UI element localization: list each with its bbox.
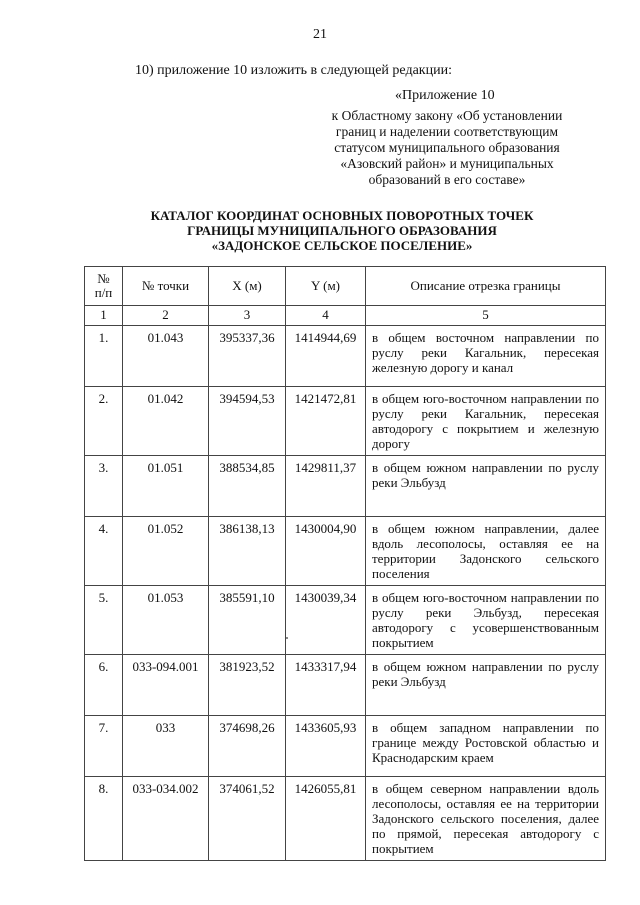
row-index: 2. <box>85 387 123 456</box>
y-coordinate: 1433605,93 <box>286 716 366 777</box>
row-index: 5. <box>85 586 123 655</box>
segment-description: в общем западном направлении по границе между Ростовской областью и Краснодарским краем <box>366 716 606 777</box>
catalog-title-line: ГРАНИЦЫ МУНИЦИПАЛЬНОГО ОБРАЗОВАНИЯ <box>187 223 497 238</box>
x-coordinate: 381923,52 <box>209 655 286 716</box>
segment-description: в общем восточном направлении по руслу реки Кагальник, пересекая железную дорогу и канал <box>366 326 606 387</box>
header-num-line1: № <box>97 271 110 286</box>
row-index: 3. <box>85 456 123 517</box>
header-point: № точки <box>123 267 209 306</box>
point-id: 01.051 <box>123 456 209 517</box>
column-number: 2 <box>123 306 209 326</box>
point-id: 01.042 <box>123 387 209 456</box>
x-coordinate: 385591,10 <box>209 586 286 655</box>
appendix-title: «Приложение 10 <box>395 88 495 103</box>
point-id: 033 <box>123 716 209 777</box>
header-x: X (м) <box>209 267 286 306</box>
column-number: 3 <box>209 306 286 326</box>
table-header-row <box>85 267 606 306</box>
column-number-row <box>85 306 606 326</box>
row-index: 8. <box>85 777 123 861</box>
appendix-description <box>300 108 594 188</box>
row-index: 1. <box>85 326 123 387</box>
segment-description: в общем юго-восточном направлении по руслу реки Кагальник, пересекая автодорогу с покрытием и железную дорогу <box>366 387 606 456</box>
column-number: 4 <box>286 306 366 326</box>
segment-description: в общем южном направлении, далее вдоль лесополосы, оставляя ее на территории Задонского сельского поселения <box>366 517 606 586</box>
point-id: 01.043 <box>123 326 209 387</box>
header-y: Y (м) <box>286 267 366 306</box>
table-row <box>85 387 606 456</box>
catalog-title <box>100 208 584 253</box>
appendix-line: статусом муниципального образования <box>334 140 560 155</box>
page-number: 21 <box>313 27 327 42</box>
table-row <box>85 716 606 777</box>
coordinates-table <box>84 266 606 861</box>
row-index: 7. <box>85 716 123 777</box>
header-num <box>85 267 123 306</box>
intro-text: 10) приложение 10 изложить в следующей редакции: <box>135 63 452 78</box>
segment-description: в общем юго-восточном направлении по руслу реки Эльбузд, пересекая автодорогу с усовершенствованным покрытием <box>366 586 606 655</box>
header-description: Описание отрезка границы <box>366 267 606 306</box>
segment-description: в общем южном направлении по руслу реки Эльбузд <box>366 456 606 517</box>
y-coordinate: 1426055,81 <box>286 777 366 861</box>
y-coordinate: 1421472,81 <box>286 387 366 456</box>
y-coordinate: 1414944,69 <box>286 326 366 387</box>
table-row <box>85 326 606 387</box>
row-index: 4. <box>85 517 123 586</box>
table-row <box>85 777 606 861</box>
y-coordinate: 1430039,34 <box>286 586 366 655</box>
appendix-line: «Азовский район» и муниципальных <box>340 156 554 171</box>
x-coordinate: 374698,26 <box>209 716 286 777</box>
point-id: 033-094.001 <box>123 655 209 716</box>
point-id: 01.053 <box>123 586 209 655</box>
column-number: 1 <box>85 306 123 326</box>
catalog-title-line: КАТАЛОГ КООРДИНАТ ОСНОВНЫХ ПОВОРОТНЫХ ТОЧЕК <box>150 208 534 223</box>
x-coordinate: 395337,36 <box>209 326 286 387</box>
catalog-title-line: «ЗАДОНСКОЕ СЕЛЬСКОЕ ПОСЕЛЕНИЕ» <box>211 238 473 253</box>
y-coordinate: 1433317,94 <box>286 655 366 716</box>
x-coordinate: 394594,53 <box>209 387 286 456</box>
column-number: 5 <box>366 306 606 326</box>
point-id: 033-034.002 <box>123 777 209 861</box>
y-coordinate: 1429811,37 <box>286 456 366 517</box>
segment-description: в общем южном направлении по руслу реки Эльбузд <box>366 655 606 716</box>
y-coordinate: 1430004,90 <box>286 517 366 586</box>
scan-speck <box>286 637 288 639</box>
x-coordinate: 374061,52 <box>209 777 286 861</box>
x-coordinate: 388534,85 <box>209 456 286 517</box>
row-index: 6. <box>85 655 123 716</box>
table-row <box>85 655 606 716</box>
table-row <box>85 586 606 655</box>
segment-description: в общем северном направлении вдоль лесополосы, оставляя ее на территории Задонского сельского поселения, далее по прямой, пересекая автодорогу с покрытием <box>366 777 606 861</box>
table-row <box>85 456 606 517</box>
table-row <box>85 517 606 586</box>
header-num-line2: п/п <box>94 285 113 300</box>
point-id: 01.052 <box>123 517 209 586</box>
appendix-line: к Областному закону «Об установлении <box>331 108 563 123</box>
appendix-line: границ и наделении соответствующим <box>335 124 559 139</box>
x-coordinate: 386138,13 <box>209 517 286 586</box>
appendix-line: образований в его составе» <box>368 172 526 187</box>
